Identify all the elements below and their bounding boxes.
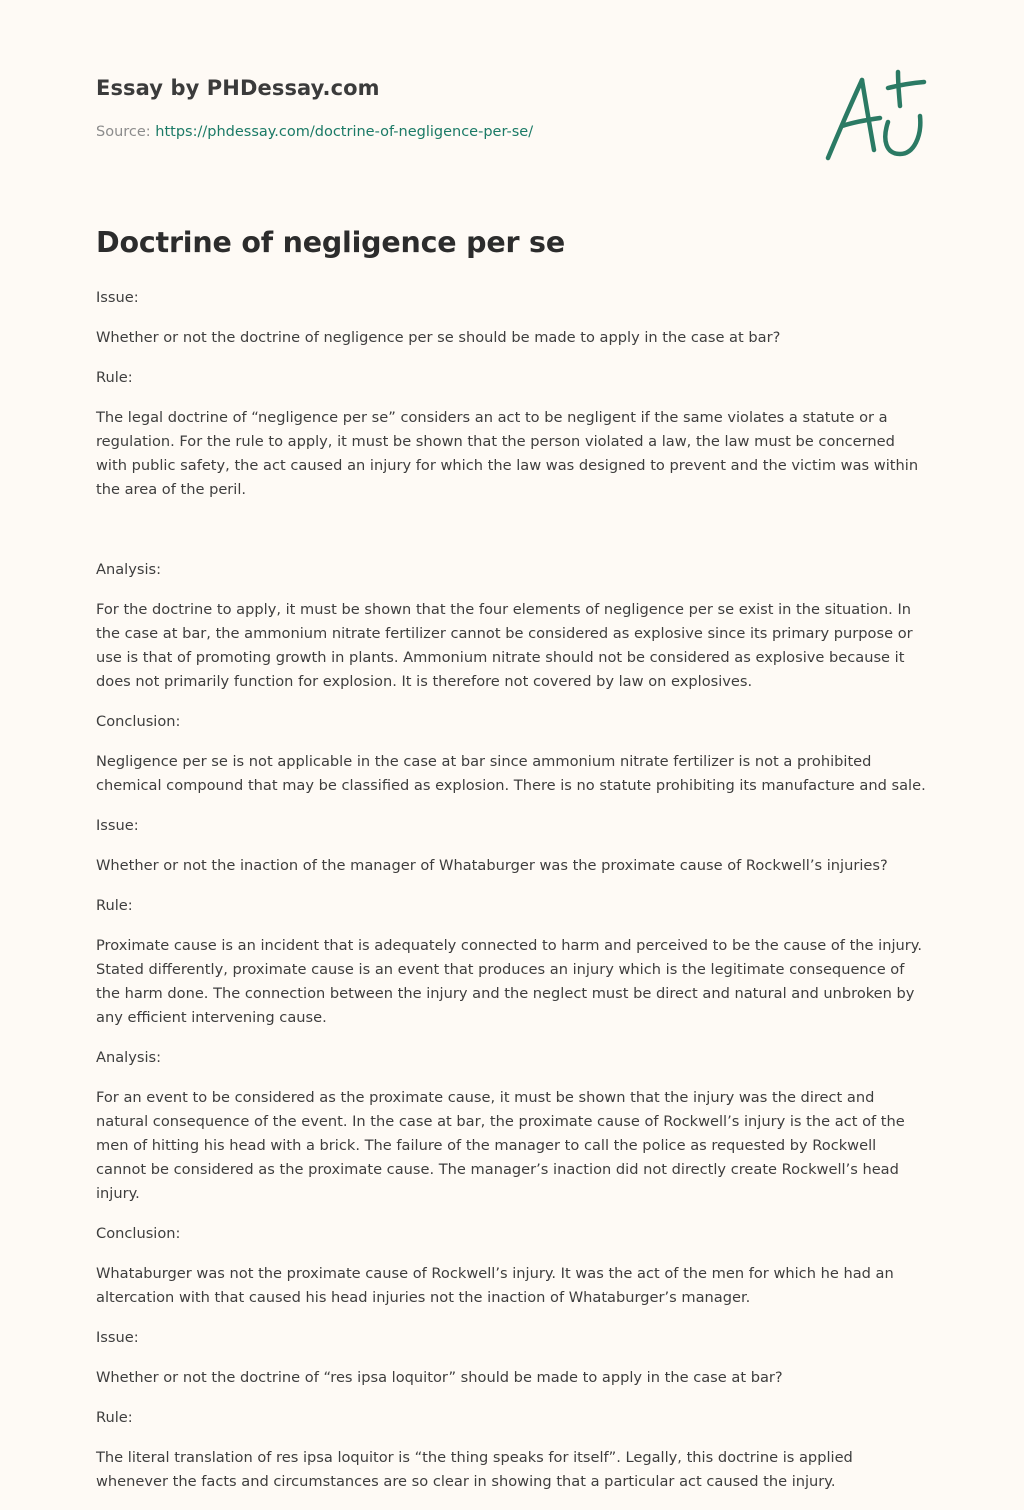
body-paragraph: For the doctrine to apply, it must be shown that the four elements of negligence per se exist in the situation. In the case at bar, the ammonium nitrate fertilizer cannot be considered as explosive since its primary purpose or use is that of promoting growth in plants. Ammonium nitrate should not be considered as explosive because it does not primarily function for explosion. It is therefore not covered by law on explosives. (96, 601, 913, 690)
section-label: Rule: (96, 1409, 133, 1426)
source-line (96, 124, 533, 140)
section-label: Rule: (96, 897, 133, 914)
body-paragraph: Whether or not the doctrine of “res ipsa loquitor” should be made to apply in the case at bar? (96, 1369, 783, 1386)
body-paragraph: The literal translation of res ipsa loquitor is “the thing speaks for itself”. Legally, this doctrine is applied whenever the facts and circumstances are so clear in showing that a particular act caused the injury. (96, 1449, 853, 1490)
section-label: Conclusion: (96, 1225, 181, 1242)
section-label: Analysis: (96, 561, 162, 578)
section-label: Conclusion: (96, 713, 181, 730)
a-plus-logo-icon (820, 68, 930, 168)
body-paragraph: For an event to be considered as the proximate cause, it must be shown that the injury was the direct and natural consequence of the event. In the case at bar, the proximate cause of Rockwell’s injury is the act of the men of hitting his head with a brick. The failure of the manager to call the police as requested by Rockwell cannot be considered as the proximate cause. The manager’s inaction did not directly create Rockwell’s head injury. (96, 1089, 905, 1202)
essay-body (96, 286, 928, 1510)
section-label: Issue: (96, 1329, 139, 1346)
body-paragraph: Proximate cause is an incident that is adequately connected to harm and perceived to be the cause of the injury. Stated differently, proximate cause is an event that produces an injury which is the legitimate consequence of the harm done. The connection between the injury and the neglect must be direct and natural and unbroken by any efficient intervening cause. (96, 937, 922, 1026)
body-paragraph: Whether or not the doctrine of negligence per se should be made to apply in the case at bar? (96, 329, 781, 346)
section-label: Issue: (96, 289, 139, 306)
section-label: Rule: (96, 369, 133, 386)
essay-title: Doctrine of negligence per se (96, 226, 565, 259)
source-label: Source: (96, 124, 156, 140)
body-paragraph: Negligence per se is not applicable in the case at bar since ammonium nitrate fertilizer is not a prohibited chemical compound that may be classified as explosion. There is no statute prohibiting its manufacture and sale. (96, 753, 926, 794)
site-brand: Essay by PHDessay.com (96, 76, 380, 100)
body-paragraph: Whether or not the inaction of the manager of Whataburger was the proximate cause of Rockwell’s injuries? (96, 857, 888, 874)
section-label: Analysis: (96, 1049, 162, 1066)
body-paragraph: Whataburger was not the proximate cause of Rockwell’s injury. It was the act of the men for which he had an altercation with that caused his head injuries not the inaction of Whataburger’s manager. (96, 1265, 894, 1306)
source-link[interactable]: https://phdessay.com/doctrine-of-negligence-per-se/ (155, 124, 534, 140)
body-paragraph: The legal doctrine of “negligence per se” considers an act to be negligent if the same violates a statute or a regulation. For the rule to apply, it must be shown that the person violated a law, the law must be concerned with public safety, the act caused an injury for which the law was designed to prevent and the victim was within the area of the peril. (96, 409, 919, 498)
section-label: Issue: (96, 817, 139, 834)
